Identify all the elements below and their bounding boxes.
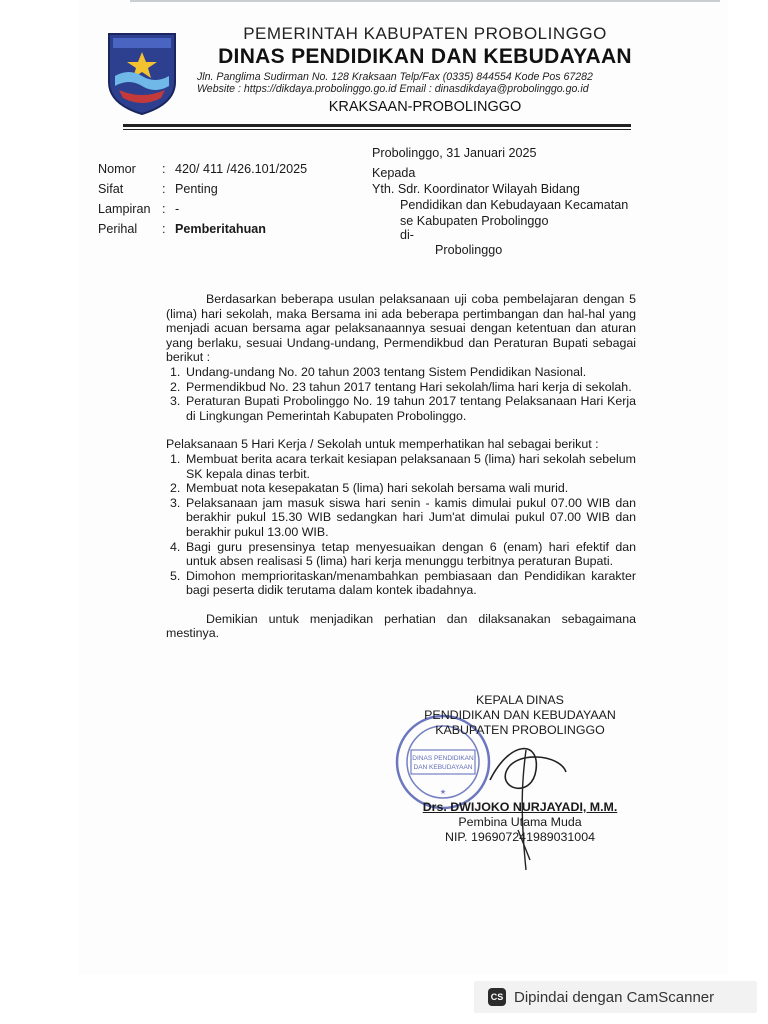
- signer-name: Drs. DWIJOKO NURJAYADI, M.M.: [422, 800, 618, 814]
- recipient-kepada: Kepada: [372, 166, 416, 180]
- sifat-label: Sifat: [98, 182, 124, 196]
- page-margin: [0, 0, 78, 1024]
- sifat-value: Penting: [175, 182, 218, 196]
- list-number: 1.: [170, 364, 181, 379]
- svg-text:DINAS PENDIDIKAN: DINAS PENDIDIKAN: [412, 755, 474, 762]
- recipient-place: Probolinggo: [435, 243, 503, 257]
- intro-paragraph: Berdasarkan beberapa usulan pelaksanaan uji coba pembelajaran dengan 5 (lima) hari sekolah, maka Bersama ini ada beberapa pertimbangan dan hal-hal yang menjadi acuan bersama agar pelaksanaannya sesuai dengan ketentuan dan aturan yang berlaku, sesuai Undang-undang, Permendikbud dan Peraturan Bupati sebagai berikut :: [166, 292, 636, 365]
- list-item: [166, 496, 636, 540]
- letterhead-rule-thin: [123, 129, 631, 130]
- letterhead-rule: [123, 124, 631, 127]
- list-item: [166, 394, 636, 423]
- list-item: [166, 380, 636, 395]
- lampiran-value: -: [175, 202, 180, 216]
- list-text: Pelaksanaan jam masuk siswa hari senin - kamis dimulai pukul 07.00 WIB dan berakhir pukul 15.30 WIB sedangkan hari Jum'at dimulai pukul 07.00 WIB dan berakhir pukul 13.00 WIB.: [186, 495, 636, 539]
- list-text: Membuat berita acara terkait kesiapan pelaksanaan 5 (lima) hari sekolah sebelum SK kepala dinas terbit.: [186, 451, 636, 481]
- signer-nip: NIP. 196907241989031004: [445, 830, 595, 844]
- sig-title2: PENDIDIKAN DAN KEBUDAYAAN: [424, 708, 616, 722]
- camscanner-text: Dipindai dengan CamScanner: [514, 988, 715, 1006]
- perihal-label: Perihal: [98, 222, 138, 236]
- regency-crest-icon: [105, 30, 179, 116]
- regulation-list: [166, 365, 636, 423]
- letter-body: [166, 292, 636, 641]
- website-line: Website : https://dikdaya.probolinggo.go.id Email : dinasdikdaya@probolinggo.go.id: [197, 83, 589, 95]
- list-number: 5.: [170, 568, 181, 583]
- list-item: [166, 569, 636, 598]
- closing-paragraph: Demikian untuk menjadikan perhatian dan dilaksanakan sebagaimana mestinya.: [166, 611, 636, 641]
- sig-title3: KABUPATEN PROBOLINGGO: [435, 723, 605, 737]
- perihal-colon: :: [162, 222, 166, 236]
- department-name: DINAS PENDIDIKAN DAN KEBUDAYAAN: [218, 45, 632, 68]
- list-item: [166, 540, 636, 569]
- svg-text:DAN KEBUDAYAAN: DAN KEBUDAYAAN: [413, 764, 473, 771]
- list-text: Undang-undang No. 20 tahun 2003 tentang Sistem Pendidikan Nasional.: [186, 364, 587, 379]
- list-number: 1.: [170, 451, 181, 466]
- address-line: Jln. Panglima Sudirman No. 128 Kraksaan Telp/Fax (0335) 844554 Kode Pos 67282: [197, 71, 593, 83]
- nomor-label: Nomor: [98, 162, 136, 176]
- list-item: [166, 452, 636, 481]
- list-text: Permendikbud No. 23 tahun 2017 tentang Hari sekolah/lima hari kerja di sekolah.: [186, 379, 632, 394]
- list-number: 4.: [170, 539, 181, 554]
- government-name: PEMERINTAH KABUPATEN PROBOLINGGO: [243, 24, 607, 43]
- list-item: [166, 481, 636, 496]
- svg-text:★: ★: [439, 789, 447, 796]
- letter-date: Probolinggo, 31 Januari 2025: [372, 146, 537, 160]
- handwritten-signature-icon: [470, 720, 580, 880]
- nomor-value: 420/ 411 /426.101/2025: [175, 162, 308, 176]
- nomor-colon: :: [162, 162, 166, 176]
- scan-edge: [130, 0, 720, 2]
- lampiran-colon: :: [162, 202, 166, 216]
- sifat-colon: :: [162, 182, 166, 196]
- list-text: Membuat nota kesepakatan 5 (lima) hari sekolah bersama wali murid.: [186, 481, 569, 496]
- list-text: Dimohon memprioritaskan/menambahkan pembiasaan dan Pendidikan karakter bagi peserta didik terutama dalam kontek ibadahnya.: [186, 568, 636, 598]
- perihal-value: Pemberitahuan: [175, 222, 266, 236]
- recipient-di: di-: [400, 228, 414, 242]
- camscanner-logo-icon: CS: [488, 988, 506, 1006]
- signer-rank: Pembina Utama Muda: [458, 815, 582, 829]
- points-list: [166, 452, 636, 598]
- list-number: 2.: [170, 379, 181, 394]
- list-number: 2.: [170, 481, 181, 496]
- recipient-line1: Yth. Sdr. Koordinator Wilayah Bidang: [372, 182, 580, 196]
- lampiran-label: Lampiran: [98, 202, 151, 216]
- letterhead: [185, 24, 665, 115]
- recipient-line2: Pendidikan dan Kebudayaan Kecamatan: [400, 198, 629, 212]
- city-line: KRAKSAAN-PROBOLINGGO: [328, 99, 522, 115]
- section-title: Pelaksanaan 5 Hari Kerja / Sekolah untuk memperhatikan hal sebagai berikut :: [166, 437, 599, 452]
- recipient-line3: se Kabupaten Probolinggo: [400, 214, 549, 228]
- list-item: [166, 365, 636, 380]
- list-text: Bagi guru presensinya tetap menyesuaikan dengan 6 (enam) hari efektif dan untuk absen realisasi 5 (lima) hari kerja menunggu terbitnya peraturan Bupati.: [186, 539, 636, 569]
- camscanner-watermark: [474, 981, 757, 1013]
- list-text: Peraturan Bupati Probolinggo No. 19 tahun 2017 tentang Pelaksanaan Hari Kerja di Lingkungan Pemerintah Kabupaten Probolinggo.: [186, 394, 636, 423]
- list-number: 3.: [170, 495, 181, 510]
- list-number: 3.: [170, 394, 181, 409]
- sig-title1: KEPALA DINAS: [476, 693, 564, 707]
